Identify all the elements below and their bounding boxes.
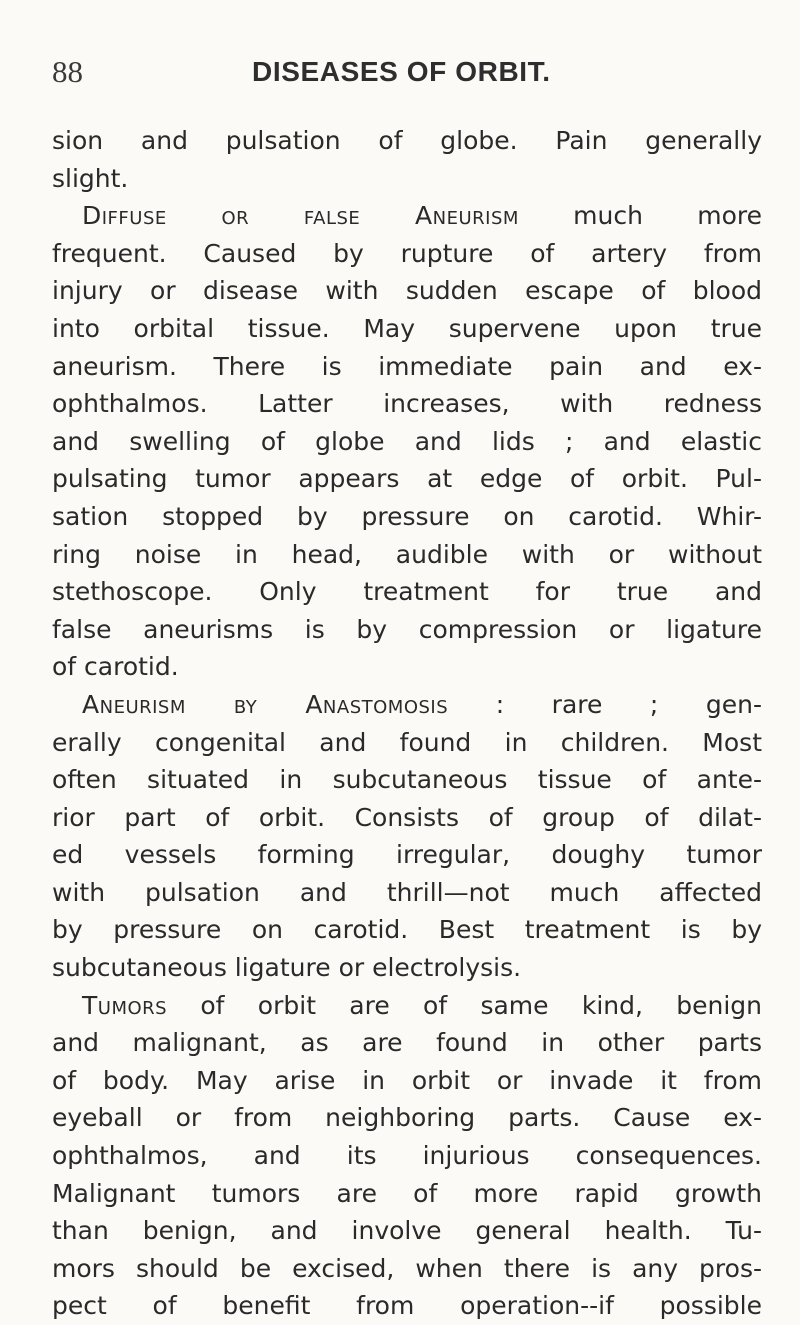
body-text — [52, 122, 762, 1325]
text-line: and swelling of globe and lids ; and elastic — [52, 426, 762, 456]
text-line: ophthalmos, and its injurious consequences. — [52, 1141, 762, 1171]
text-line — [52, 987, 762, 1025]
text-line: ophthalmos. Latter increases, with redness — [52, 389, 762, 419]
text-line: pulsating tumor appears at edge of orbit. Pul- — [52, 464, 762, 494]
text-line: stethoscope. Only treatment for true and — [52, 577, 762, 607]
text-line: ring noise in head, audible with or without — [52, 539, 762, 569]
text-line: ed vessels forming irregular, doughy tumor — [52, 840, 762, 870]
text-line: of carotid. — [52, 652, 179, 682]
text-line: mors should be excised, when there is any pros- — [52, 1253, 762, 1283]
text-line: injury or disease with sudden escape of blood — [52, 276, 762, 306]
page-header — [52, 52, 752, 92]
text-line: eyeball or from neighboring parts. Cause ex- — [52, 1103, 762, 1133]
section-lead-diffuse-aneurism: Diffuse or false Aneurism — [82, 201, 519, 231]
text-line: aneurism. There is immediate pain and ex- — [52, 351, 762, 381]
text-line: subcutaneous ligature or electrolysis. — [52, 953, 522, 983]
text-line — [52, 686, 762, 724]
text-line: by pressure on carotid. Best treatment is by — [52, 915, 762, 945]
text-line-rest: much more — [518, 201, 762, 231]
section-lead-tumors: Tumors — [82, 990, 168, 1020]
text-line: of body. May arise in orbit or invade it from — [52, 1065, 762, 1095]
running-head: DISEASES OF ORBIT. — [252, 56, 551, 87]
text-line: and malignant, as are found in other parts — [52, 1028, 762, 1058]
text-line: false aneurisms is by compression or ligature — [52, 614, 762, 644]
text-line: than benign, and involve general health. Tu- — [52, 1216, 762, 1246]
text-line: slight. — [52, 163, 129, 193]
text-line: with pulsation and thrill—not much affected — [52, 877, 762, 907]
text-line: sion and pulsation of globe. Pain generally — [52, 126, 762, 155]
text-line-rest: : rare ; gen- — [448, 689, 762, 719]
page-number: 88 — [52, 54, 83, 89]
text-line: erally congenital and found in children. Most — [52, 727, 762, 757]
text-line: Malignant tumors are of more rapid growth — [52, 1178, 762, 1208]
text-line: sation stopped by pressure on carotid. Whir- — [52, 501, 762, 531]
text-line — [52, 197, 762, 235]
section-lead-anastomosis: Aneurism by Anastomosis — [82, 689, 449, 719]
text-line: into orbital tissue. May supervene upon true — [52, 313, 762, 343]
text-line: rior part of orbit. Consists of group of dilat- — [52, 802, 762, 832]
text-line: frequent. Caused by rupture of artery from — [52, 238, 762, 268]
text-line: pect of benefit from operation--if possible — [52, 1291, 762, 1321]
text-line: often situated in subcutaneous tissue of ante- — [52, 765, 762, 795]
text-line-rest: of orbit are of same kind, benign — [167, 990, 762, 1020]
